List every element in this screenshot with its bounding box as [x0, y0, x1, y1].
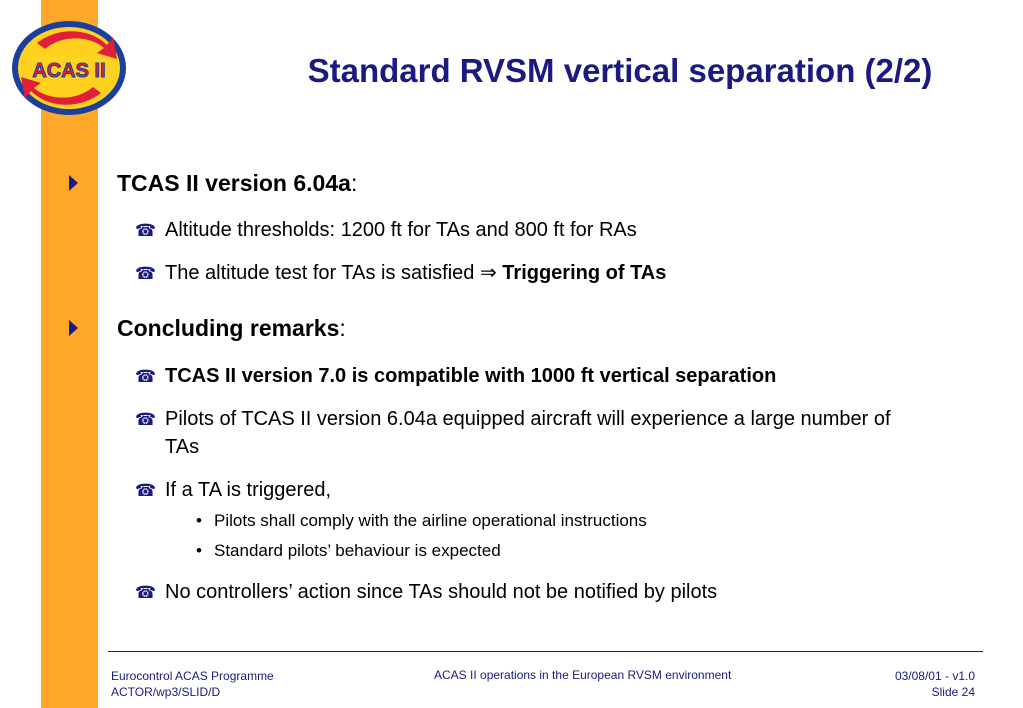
- phone-bullet-icon: ☎: [135, 583, 157, 603]
- list-item: [135, 405, 925, 461]
- list-item-bold-text: Triggering of TAs: [502, 262, 667, 284]
- phone-bullet-icon: ☎: [135, 481, 157, 501]
- list-item: [135, 362, 925, 391]
- phone-bullet-icon: ☎: [135, 264, 157, 284]
- section2-heading-colon: :: [339, 315, 346, 341]
- section2-heading-text: Concluding remarks: [117, 315, 340, 341]
- acas-logo: [9, 17, 129, 119]
- sub-list-item: [196, 541, 501, 561]
- list-item-text: [165, 259, 925, 287]
- footer-programme: Eurocontrol ACAS Programme: [111, 669, 274, 683]
- sub-list-item-text: Pilots shall comply with the airline operational instructions: [214, 511, 647, 530]
- footer-divider: [108, 651, 983, 652]
- section-bullet-triangle-icon: [69, 320, 78, 336]
- list-item: [135, 259, 925, 288]
- sub-bullet-dot-icon: •: [196, 511, 202, 530]
- footer-right: [895, 668, 975, 700]
- list-item-text: Altitude thresholds: 1200 ft for TAs and 800 ft for RAs: [165, 219, 637, 241]
- phone-bullet-icon: ☎: [135, 367, 157, 387]
- footer-center: ACAS II operations in the European RVSM environment: [434, 668, 732, 682]
- list-item-text: If a TA is triggered,: [165, 479, 332, 501]
- phone-bullet-icon: ☎: [135, 410, 157, 430]
- sub-list-item: [196, 511, 647, 531]
- implies-arrow-icon: ⇒: [479, 262, 497, 284]
- section-bullet-triangle-icon: [69, 175, 78, 191]
- footer-date-version: 03/08/01 - v1.0: [894, 669, 975, 683]
- sub-bullet-dot-icon: •: [196, 541, 202, 560]
- footer-slide-number: Slide 24: [931, 685, 975, 699]
- slide-title: Standard RVSM vertical separation (2/2): [307, 52, 933, 89]
- section2-heading: [117, 315, 346, 342]
- phone-bullet-icon: ☎: [135, 221, 157, 241]
- list-item: [135, 216, 925, 245]
- list-item-text: Pilots of TCAS II version 6.04a equipped aircraft will experience a large number of TAs: [165, 408, 891, 458]
- list-item-text: TCAS II version 7.0 is compatible with 1000 ft vertical separation: [165, 365, 777, 387]
- sub-list-item-text: Standard pilots’ behaviour is expected: [214, 541, 501, 560]
- list-item: [135, 476, 925, 505]
- list-item-text-part: The altitude test for TAs is satisfied: [165, 262, 475, 284]
- section1-heading: [117, 170, 357, 197]
- footer-reference: ACTOR/wp3/SLID/D: [111, 685, 221, 699]
- footer-left: [111, 668, 274, 700]
- list-item-text: No controllers’ action since TAs should not be notified by pilots: [165, 581, 718, 603]
- section1-heading-text: TCAS II version 6.04a: [117, 170, 351, 196]
- list-item: [135, 578, 925, 607]
- section1-heading-colon: :: [350, 170, 358, 196]
- logo-text: ACAS II: [32, 60, 106, 82]
